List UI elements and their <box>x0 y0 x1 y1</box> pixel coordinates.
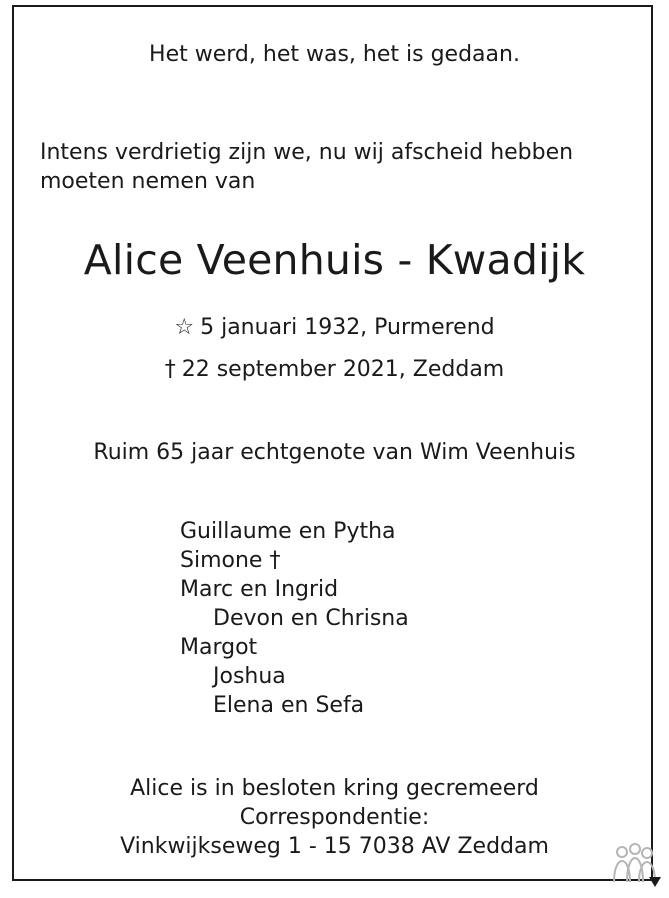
deceased-name: Alice Veenhuis - Kwadijk <box>83 236 586 284</box>
spouse-line: Ruim 65 jaar echtgenote van Wim Veenhuis <box>93 440 576 465</box>
closing-line-3: Vinkwijkseweg 1 - 15 7038 AV Zeddam <box>120 834 549 859</box>
arrow-down-icon[interactable] <box>648 876 662 888</box>
intro-line-1: Intens verdrietig zijn we, nu wij afscheid hebben <box>40 140 574 165</box>
closing-line-2: Correspondentie: <box>239 805 430 830</box>
intro-line-2: moeten nemen van <box>40 169 256 194</box>
family-member: Devon en Chrisna <box>213 606 409 631</box>
cross-icon: † <box>164 357 176 382</box>
family-member: Joshua <box>213 664 286 689</box>
family-member: Elena en Sefa <box>213 693 365 718</box>
birth-row <box>0 313 669 343</box>
death-row <box>0 355 669 385</box>
birth-date: 5 januari 1932, Purmerend <box>200 315 495 340</box>
opening-line: Het werd, het was, het is gedaan. <box>149 42 520 67</box>
death-date: 22 september 2021, Zeddam <box>181 357 505 382</box>
family-member: Simone † <box>180 548 281 573</box>
star-icon: ☆ <box>174 315 195 340</box>
closing-line-1: Alice is in besloten kring gecremeerd <box>130 776 539 801</box>
family-member: Margot <box>180 635 258 660</box>
family-member: Marc en Ingrid <box>180 577 339 602</box>
family-member: Guillaume en Pytha <box>180 519 396 544</box>
